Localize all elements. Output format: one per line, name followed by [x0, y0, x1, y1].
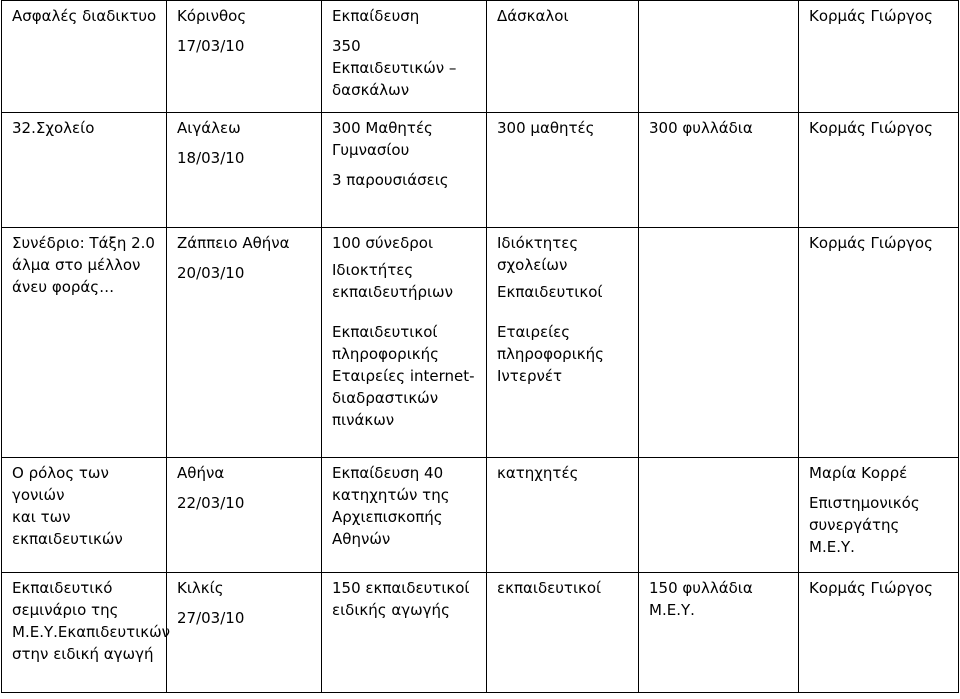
- speaker-cell: Κορμάς Γιώργος: [799, 1, 959, 113]
- audience-cell: Δάσκαλοι: [487, 1, 639, 113]
- target-cell: 150 εκπαιδευτικοί ειδικής αγωγής: [322, 573, 487, 693]
- place-cell: Κιλκίς 27/03/10: [167, 573, 322, 693]
- target-cell: 300 Μαθητές Γυμνασίου 3 παρουσιάσεις: [322, 113, 487, 228]
- speaker-cell: Μαρία Κορρέ Επιστημονικός συνεργάτης Μ.Ε.Υ.: [799, 458, 959, 573]
- target-cell: Εκπαίδευση 40 κατηχητών της Αρχιεπισκοπής Αθηνών: [322, 458, 487, 573]
- event-cell: Ο ρόλος των γονιών και των εκπαιδευτικών: [2, 458, 167, 573]
- place-cell: Αιγάλεω 18/03/10: [167, 113, 322, 228]
- audience-cell: εκπαιδευτικοί: [487, 573, 639, 693]
- material-cell: 300 φυλλάδια: [639, 113, 799, 228]
- speaker-cell: Κορμάς Γιώργος: [799, 113, 959, 228]
- target-cell: Εκπαίδευση 350 Εκπαιδευτικών – δασκάλων: [322, 1, 487, 113]
- table-row: [2, 228, 959, 458]
- event-cell: Εκπαιδευτικό σεμινάριο της Μ.Ε.Υ.Εκαπιδευτικών στην ειδική αγωγή: [2, 573, 167, 693]
- speaker-cell: Κορμάς Γιώργος: [799, 228, 959, 458]
- audience-cell: Ιδιόκτητες σχολείων Εκπαιδευτικοί Εταιρείες πληροφορικής Ιντερνέτ: [487, 228, 639, 458]
- place-cell: Κόρινθος 17/03/10: [167, 1, 322, 113]
- table-row: [2, 1, 959, 113]
- place-cell: Ζάππειο Αθήνα 20/03/10: [167, 228, 322, 458]
- audience-cell: κατηχητές: [487, 458, 639, 573]
- table-row: [2, 113, 959, 228]
- event-cell: Ασφαλές διαδικτυο: [2, 1, 167, 113]
- target-cell: 100 σύνεδροι Ιδιοκτήτες εκπαιδευτήριων Εκπαιδευτικοί πληροφορικής Εταιρείες internet- διαδραστικών πινάκων: [322, 228, 487, 458]
- place-cell: Αθήνα 22/03/10: [167, 458, 322, 573]
- material-cell: [639, 1, 799, 113]
- event-cell: Συνέδριο: Τάξη 2.0 άλμα στο μέλλον άνευ φοράς…: [2, 228, 167, 458]
- material-cell: [639, 228, 799, 458]
- material-cell: 150 φυλλάδια Μ.Ε.Υ.: [639, 573, 799, 693]
- event-cell: 32.Σχολείο: [2, 113, 167, 228]
- seminars-table: [1, 0, 959, 693]
- speaker-cell: Κορμάς Γιώργος: [799, 573, 959, 693]
- audience-cell: 300 μαθητές: [487, 113, 639, 228]
- table-row: [2, 458, 959, 573]
- material-cell: [639, 458, 799, 573]
- table-row: [2, 573, 959, 693]
